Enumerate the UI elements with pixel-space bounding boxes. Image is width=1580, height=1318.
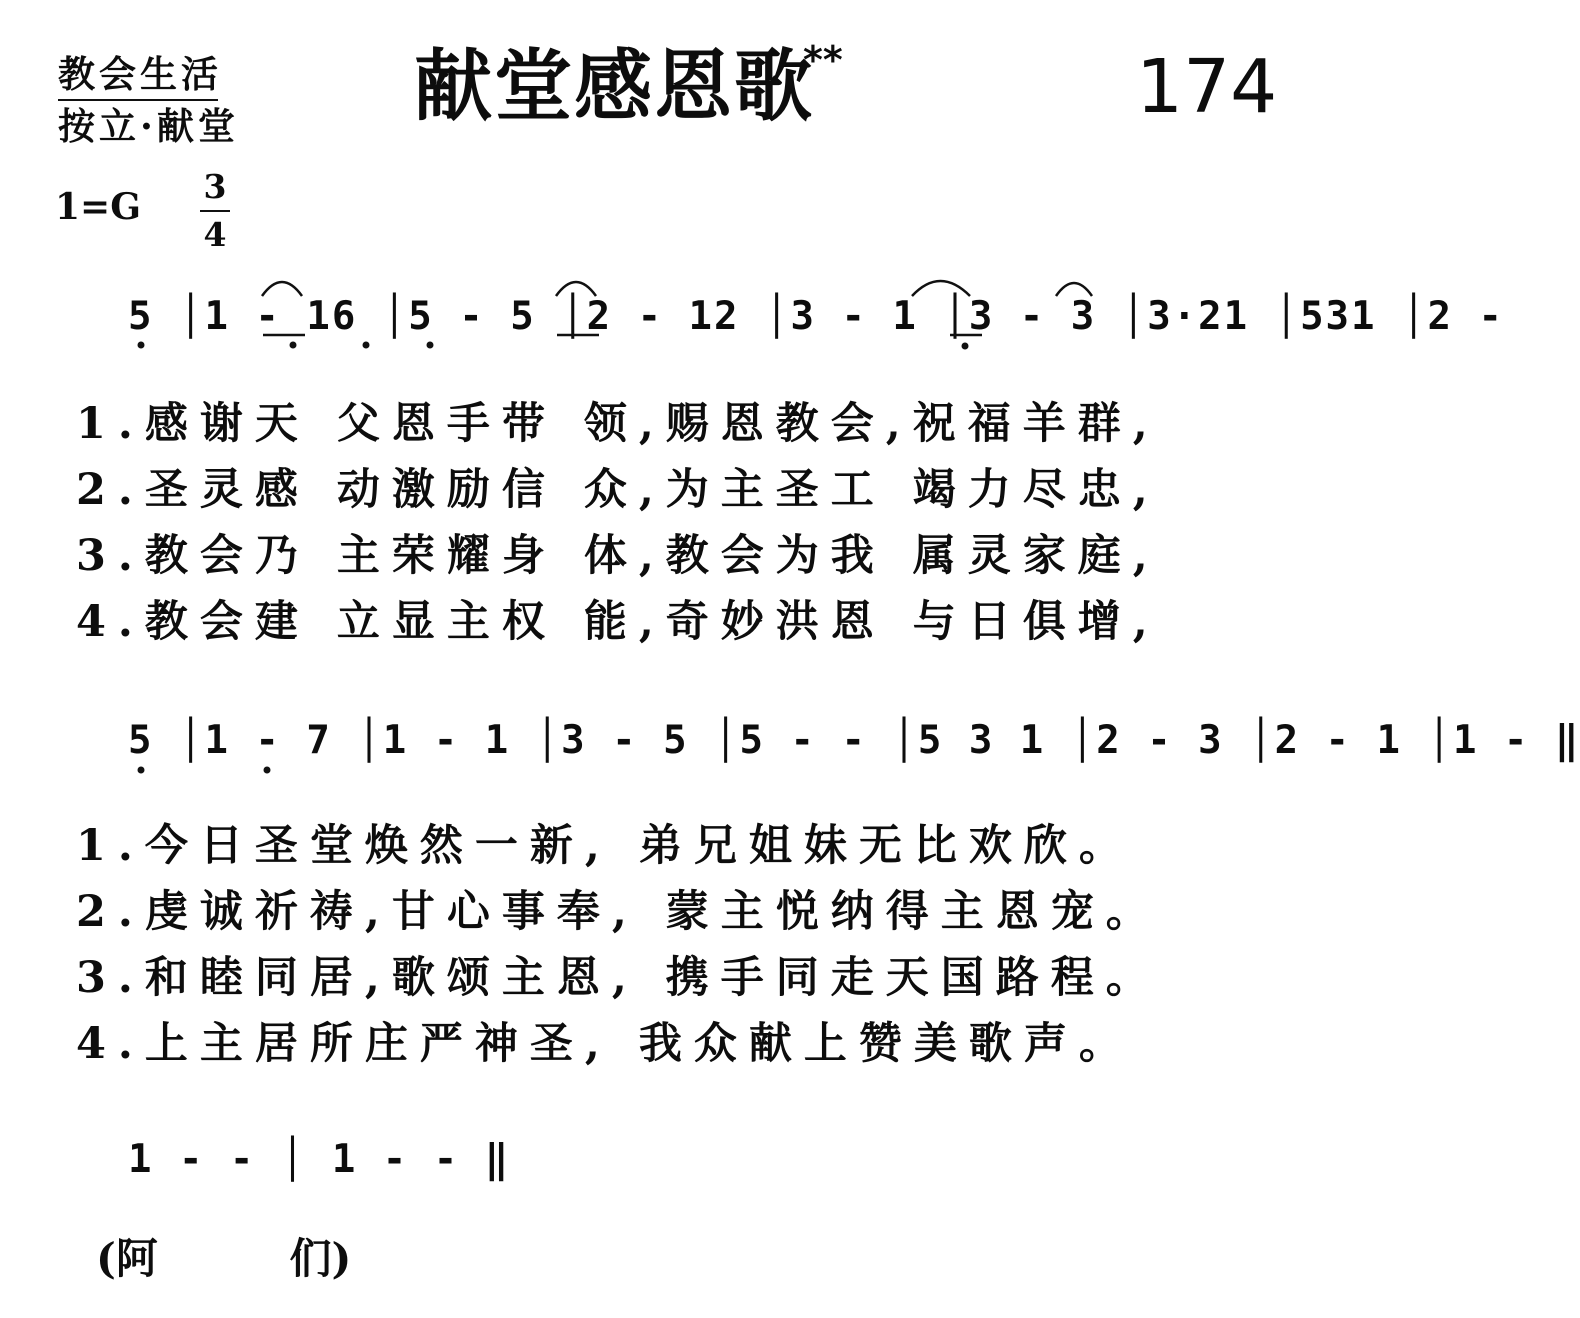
lyric-line: 2.圣灵感 动激励信 众,为主圣工 竭力尽忠,	[76, 465, 1160, 515]
lyric-line: 1.感谢天 父恩手带 领,赐恩教会,祝福羊群,	[76, 399, 1160, 449]
time-signature-numerator: 3	[203, 167, 227, 206]
notation-line-3: 1 - - │ 1 - - ‖	[128, 1137, 511, 1182]
lyric-line: 1.今日圣堂焕然一新, 弟兄姐妹无比欢欣。	[76, 821, 1134, 871]
title-mark: **	[803, 38, 843, 82]
slur	[1056, 283, 1092, 296]
key-signature: 1=G	[55, 186, 141, 228]
time-signature-denominator: 4	[203, 215, 227, 254]
low-octave-dot	[138, 342, 145, 349]
notation-line-1: 5 │1 - 16 │5 - 5 │2 - 12 │3 - 1 │3 - 3 │3·21 │531 │2 -	[128, 294, 1504, 339]
low-octave-dot	[363, 342, 370, 349]
amen-lyric: (阿 们)	[96, 1234, 352, 1283]
subcategory-label: 按立·献堂	[58, 104, 239, 148]
hymn-title: 献堂感恩歌	[414, 42, 815, 132]
category-label: 教会生活	[58, 44, 222, 98]
low-octave-dot	[264, 767, 271, 774]
slur	[262, 282, 302, 296]
notation-line-2: 5 │1 - 7 │1 - 1 │3 - 5 │5 - - │5 3 1 │2 - 3 │2 - 1 │1 - ‖	[128, 718, 1580, 763]
lyric-line: 2.虔诚祈祷,甘心事奉, 蒙主悦纳得主恩宠。	[76, 887, 1161, 937]
slur	[912, 281, 970, 296]
hymn-number: 174	[1136, 44, 1278, 130]
slur	[556, 282, 596, 296]
lyric-line: 4.教会建 立显主权 能,奇妙洪恩 与日俱增,	[76, 597, 1160, 647]
lyric-line: 3.和睦同居,歌颂主恩, 携手同走天国路程。	[76, 953, 1161, 1003]
lyric-line: 3.教会乃 主荣耀身 体,教会为我 属灵家庭,	[76, 531, 1160, 581]
low-octave-dot	[138, 767, 145, 774]
low-octave-dot	[427, 342, 434, 349]
low-octave-dot	[290, 342, 297, 349]
low-octave-dot	[962, 343, 969, 350]
lyric-line: 4.上主居所庄严神圣, 我众献上赞美歌声。	[76, 1019, 1134, 1069]
